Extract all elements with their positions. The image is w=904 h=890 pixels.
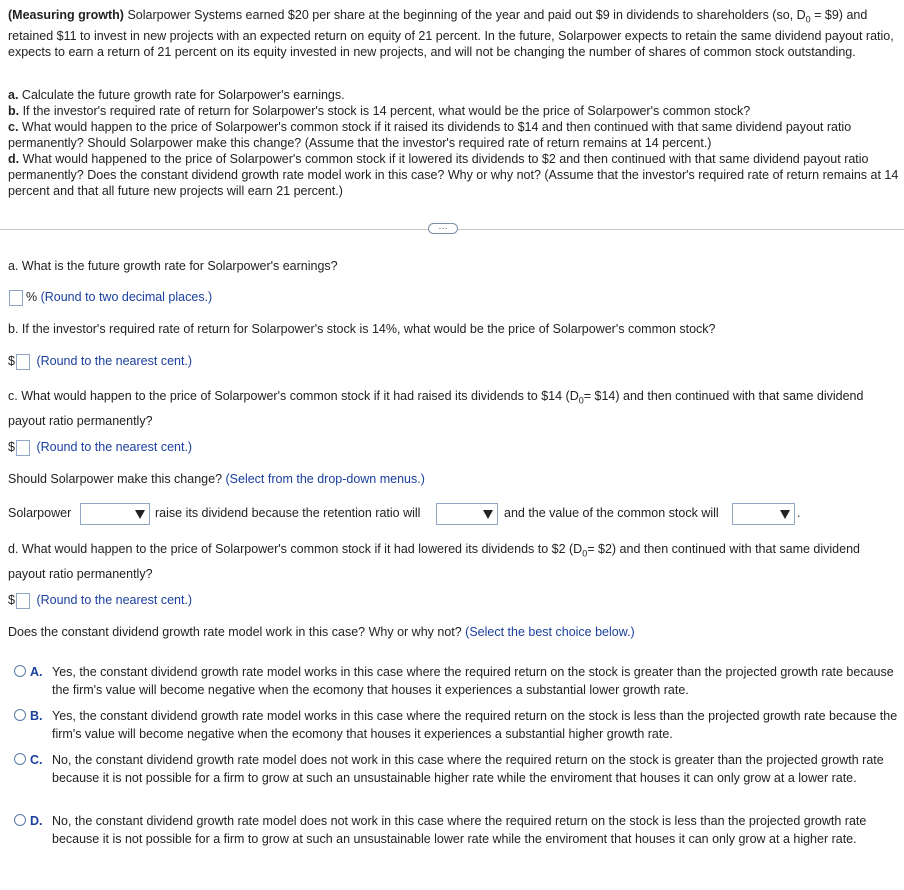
- dollar-prefix-d: $: [8, 593, 15, 607]
- answer-d-row: [8, 592, 900, 609]
- answer-c-row: [8, 439, 900, 456]
- task-a-letter: a.: [8, 88, 19, 102]
- choice-d-text: No, the constant dividend growth rate model does not work in this case where the required return on the stock is less than the projected growth rate because it is not possible for a firm to grow at such an unsustainable lower rate while the enviroment that houses it can only grow at a higher rate.: [52, 814, 867, 846]
- answer-c-hint: (Round to the nearest cent.): [36, 440, 193, 454]
- should-raise-dropdown[interactable]: [80, 503, 150, 525]
- intro-subscript: 0: [805, 14, 811, 25]
- dollar-prefix-c: $: [8, 440, 15, 454]
- question-b: b. If the investor's required rate of return for Solarpower's stock is 14%, what would be the price of Solarpower's common stock?: [8, 322, 716, 336]
- question-d-text-1: d. What would happen to the price of Solarpower's common stock if it had lowered its dividends to $2 (D: [8, 542, 583, 556]
- price-b-input[interactable]: [16, 354, 30, 370]
- intro-text-2: = $9) and retained $11 to invest in new projects with an expected return on equity of 21 percent. In the future, Solarpower expects to retain the same dividend payout ratio, expects to earn a return of 21 percent on its equity invested in new projects, and will not be changing the number of shares of common stock outstanding.: [8, 8, 894, 59]
- dollar-prefix-b: $: [8, 354, 15, 368]
- price-c-input[interactable]: [16, 440, 30, 456]
- question-a: a. What is the future growth rate for Solarpower's earnings?: [8, 259, 338, 273]
- choice-d[interactable]: [14, 812, 898, 848]
- task-d: [8, 151, 900, 199]
- choice-c-text: No, the constant dividend growth rate model does not work in this case where the required return on the stock is greater than the projected growth rate because it is not possible for a firm to grow at such an unsustainable higher rate while the enviroment that houses it can only grow at a lower rate.: [52, 753, 884, 785]
- price-d-input[interactable]: [16, 593, 30, 609]
- choice-a[interactable]: [14, 663, 898, 699]
- should-change-question: [8, 471, 900, 487]
- chevron-down-icon: [483, 510, 493, 519]
- choice-d-letter: D.: [30, 814, 43, 828]
- answer-a-row: [8, 289, 900, 306]
- task-b-letter: b.: [8, 104, 20, 118]
- sentence-part-3: and the value of the common stock will: [504, 506, 719, 520]
- answer-b-hint: (Round to the nearest cent.): [36, 354, 193, 368]
- choice-c[interactable]: [14, 751, 898, 787]
- problem-title: (Measuring growth): [8, 8, 124, 22]
- model-question: [8, 624, 900, 640]
- should-change-hint: (Select from the drop-down menus.): [225, 472, 425, 486]
- answer-a-hint: (Round to two decimal places.): [40, 290, 213, 304]
- chevron-down-icon: [780, 510, 790, 519]
- sentence-period: .: [797, 506, 801, 520]
- model-question-hint: (Select the best choice below.): [465, 625, 635, 639]
- choice-a-letter: A.: [30, 665, 43, 679]
- choice-b-text: Yes, the constant dividend growth rate model works in this case where the required return on the stock is less than the projected growth rate because the firm's value will become negative when the ecomony that houses it experiences a substantial higher growth rate.: [52, 709, 898, 741]
- task-a: [8, 87, 900, 103]
- task-d-text: What would happened to the price of Solarpower's common stock if it lowered its dividends to $2 and then continued with that same dividend payout ratio permanently? Does the constant dividend growth rate model work in this case? Why or why not? (Assume that the investor's required rate of return remains at 14 percent and that all future new projects will earn 21 percent.): [8, 152, 899, 198]
- stock-value-dropdown[interactable]: [732, 503, 795, 525]
- choice-a-text: Yes, the constant dividend growth rate model works in this case where the required return on the stock is greater than the projected growth rate because the firm's value will become negative when the ecomony that houses it experiences a substantial lower growth rate.: [52, 665, 894, 697]
- choice-c-letter: C.: [30, 753, 43, 767]
- choice-b-letter: B.: [30, 709, 43, 723]
- expand-more-button[interactable]: ···: [428, 223, 458, 234]
- answer-b-row: [8, 353, 900, 370]
- task-c-text: What would happen to the price of Solarpower's common stock if it raised its dividends to $14 and then continued with that same dividend payout ratio permanently? Should Solarpower make this change? (Assume that the investor's required rate of return remains at 14 percent.): [8, 120, 852, 150]
- model-question-text: Does the constant dividend growth rate model work in this case? Why or why not?: [8, 625, 466, 639]
- sentence-part-2: raise its dividend because the retention ratio will: [155, 506, 421, 520]
- task-b-text: If the investor's required rate of return for Solarpower's stock is 14 percent, what would be the price of Solarpower's common stock?: [19, 104, 751, 118]
- radio-c[interactable]: [14, 753, 26, 765]
- task-a-text: Calculate the future growth rate for Solarpower's earnings.: [18, 88, 345, 102]
- should-change-text: Should Solarpower make this change?: [8, 472, 226, 486]
- task-list: [8, 87, 900, 199]
- question-d-text-2: = $2) and then continued with that same dividend payout ratio permanently?: [8, 542, 860, 581]
- question-c-text-1: c. What would happen to the price of Solarpower's common stock if it had raised its dividends to $14 (D: [8, 389, 579, 403]
- question-c: [8, 386, 900, 431]
- task-c-letter: c.: [8, 120, 19, 134]
- question-c-text-2: = $14) and then continued with that same dividend payout ratio permanently?: [8, 389, 864, 428]
- intro-text-1: Solarpower Systems earned $20 per share at the beginning of the year and paid out $9 in dividends to shareholders (so, D: [123, 8, 806, 22]
- sentence-part-1: Solarpower: [8, 506, 72, 520]
- problem-intro: [8, 7, 900, 60]
- question-d-subscript: 0: [582, 548, 588, 559]
- radio-d[interactable]: [14, 814, 26, 826]
- growth-rate-input[interactable]: [9, 290, 23, 306]
- radio-a[interactable]: [14, 665, 26, 677]
- question-c-subscript: 0: [578, 395, 584, 406]
- answer-d-hint: (Round to the nearest cent.): [36, 593, 193, 607]
- task-d-letter: d.: [8, 152, 20, 166]
- task-b: [8, 103, 900, 119]
- chevron-down-icon: [135, 510, 145, 519]
- retention-ratio-dropdown[interactable]: [436, 503, 498, 525]
- percent-suffix: %: [26, 290, 41, 304]
- radio-b[interactable]: [14, 709, 26, 721]
- task-c: [8, 119, 900, 151]
- choice-b[interactable]: [14, 707, 898, 743]
- question-d: [8, 539, 900, 584]
